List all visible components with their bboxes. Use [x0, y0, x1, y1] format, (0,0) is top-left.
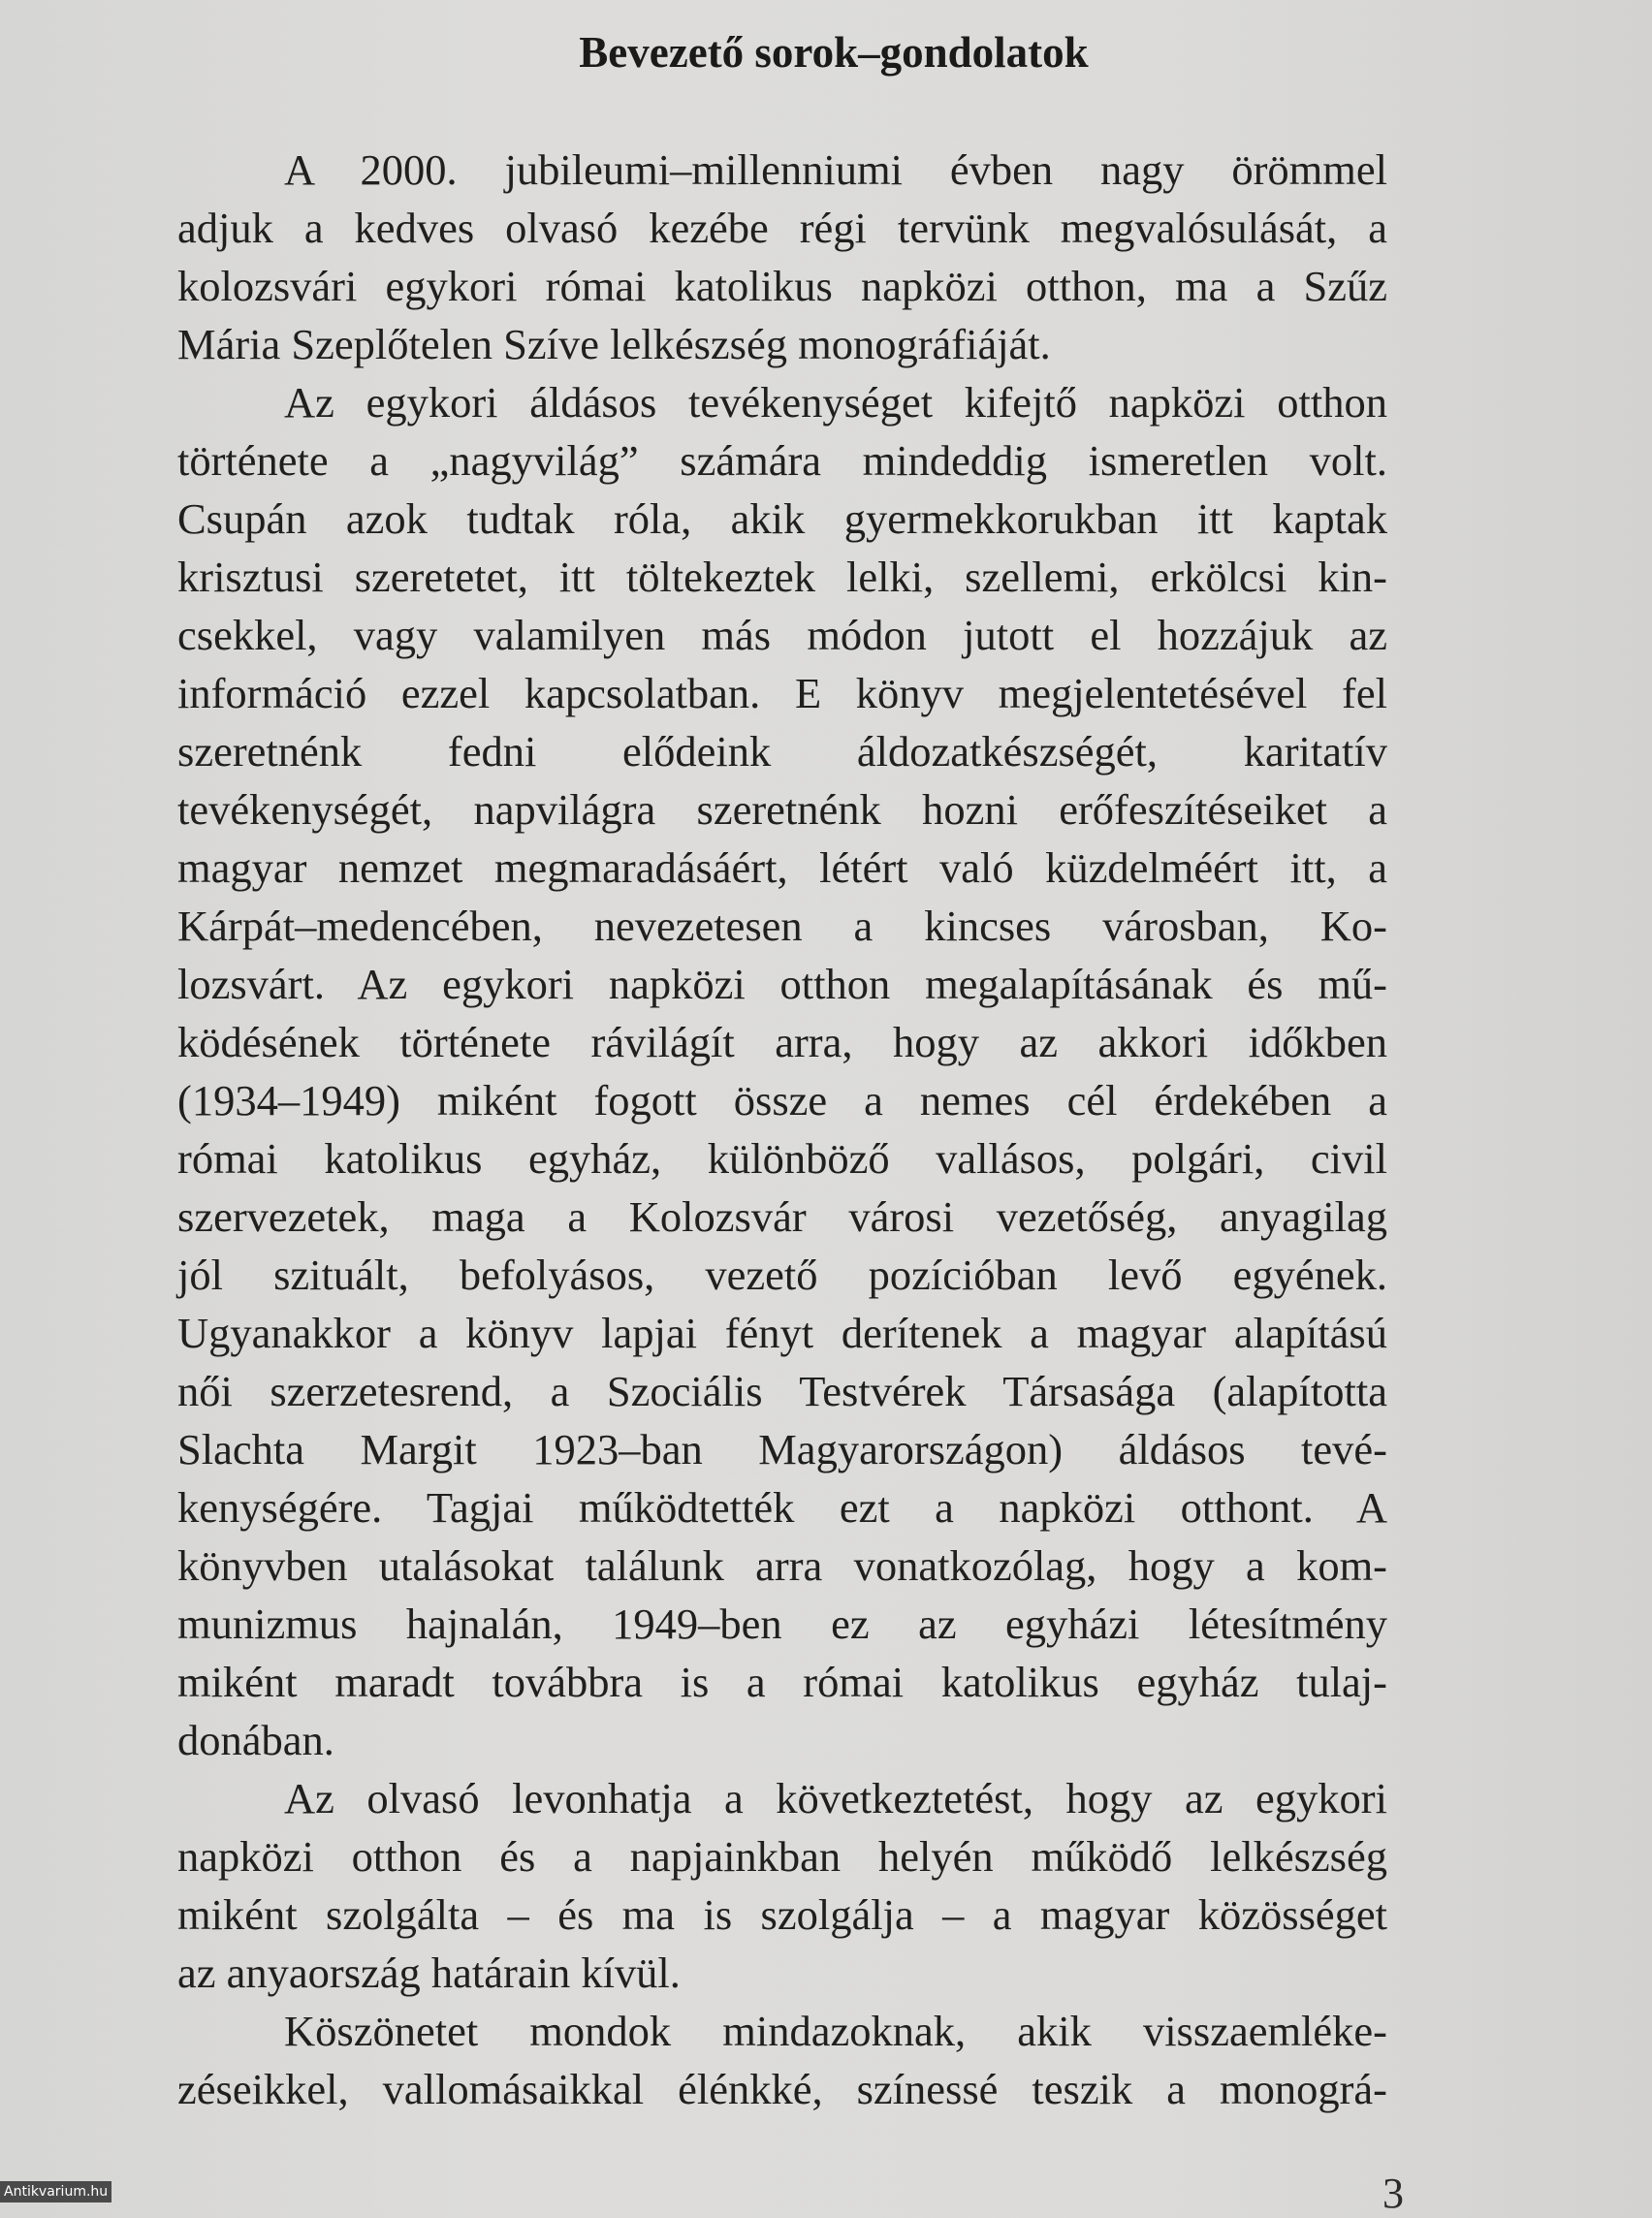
text-line: ködésének története rávilágít arra, hogy az akkori időkben	[177, 1018, 1387, 1066]
text-line: Slachta Margit 1923–ban Magyarországon) áldásos tevé-	[177, 1425, 1387, 1473]
text-line: tevékenységét, napvilágra szeretnénk hozni erőfeszítéseiket a	[177, 785, 1387, 834]
text-line: Ugyanakkor a könyv lapjai fényt derítenek a magyar alapítású	[177, 1309, 1387, 1357]
text-line: római katolikus egyház, különböző vallásos, polgári, civil	[177, 1134, 1387, 1183]
text-line: A 2000. jubileumi–millenniumi évben nagy örömmel	[284, 145, 1387, 194]
text-line: kolozsvári egykori római katolikus napközi otthon, ma a Szűz	[177, 262, 1387, 310]
text-line: lozsvárt. Az egykori napközi otthon megalapításának és mű-	[177, 960, 1387, 1008]
text-line: magyar nemzet megmaradásáért, létért való küzdelméért itt, a	[177, 843, 1387, 892]
watermark: Antikvarium.hu	[0, 2181, 111, 2202]
text-line: munizmus hajnalán, 1949–ben ez az egyházi létesítmény	[177, 1600, 1387, 1648]
text-line: csekkel, vagy valamilyen más módon jutott el hozzájuk az	[177, 611, 1387, 659]
text-line: miként maradt továbbra is a római katolikus egyház tulaj-	[177, 1658, 1387, 1706]
text-line: története a „nagyvilág” számára mindeddig ismeretlen volt.	[177, 436, 1387, 485]
page-title: Bevezető sorok–gondolatok	[579, 28, 1089, 77]
text-line: Kárpát–medencében, nevezetesen a kincses városban, Ko-	[177, 902, 1387, 950]
text-line: napközi otthon és a napjainkban helyén működő lelkészség	[177, 1832, 1387, 1881]
text-line: jól szituált, befolyásos, vezető pozícióban levő egyének.	[177, 1251, 1387, 1299]
text-line: információ ezzel kapcsolatban. E könyv megjelentetésével fel	[177, 669, 1387, 717]
text-line: könyvben utalásokat találunk arra vonatkozólag, hogy a kom-	[177, 1541, 1387, 1590]
text-line: Köszönetet mondok mindazoknak, akik visszaemléke-	[284, 2007, 1387, 2055]
text-line: szeretnénk fedni elődeink áldozatkészségét, karitatív	[177, 727, 1387, 776]
text-line: miként szolgálta – és ma is szolgálja – a magyar közösséget	[177, 1890, 1387, 1939]
text-line: krisztusi szeretetet, itt töltekeztek lelki, szellemi, erkölcsi kin-	[177, 553, 1387, 601]
text-line: kenységére. Tagjai működtették ezt a napközi otthont. A	[177, 1483, 1387, 1532]
text-line: adjuk a kedves olvasó kezébe régi tervünk megvalósulását, a	[177, 204, 1387, 252]
text-line: Az olvasó levonhatja a következtetést, hogy az egykori	[284, 1774, 1387, 1822]
text-line: donában.	[177, 1716, 334, 1764]
body-text	[177, 141, 1387, 2118]
text-line: az anyaország határain kívül.	[177, 1949, 681, 1997]
page-number: 3	[1382, 2170, 1404, 2217]
text-line: (1934–1949) miként fogott össze a nemes cél érdekében a	[177, 1076, 1387, 1125]
text-line: szervezetek, maga a Kolozsvár városi vezetőség, anyagilag	[177, 1192, 1387, 1241]
text-line: Mária Szeplőtelen Szíve lelkészség monográfiáját.	[177, 320, 1051, 368]
text-line: Csupán azok tudtak róla, akik gyermekkorukban itt kaptak	[177, 494, 1387, 543]
text-line: Az egykori áldásos tevékenységet kifejtő napközi otthon	[284, 378, 1387, 427]
text-line: zéseikkel, vallomásaikkal élénkké, színessé teszik a monográ-	[177, 2065, 1387, 2113]
text-line: női szerzetesrend, a Szociális Testvérek Társasága (alapította	[177, 1367, 1387, 1415]
